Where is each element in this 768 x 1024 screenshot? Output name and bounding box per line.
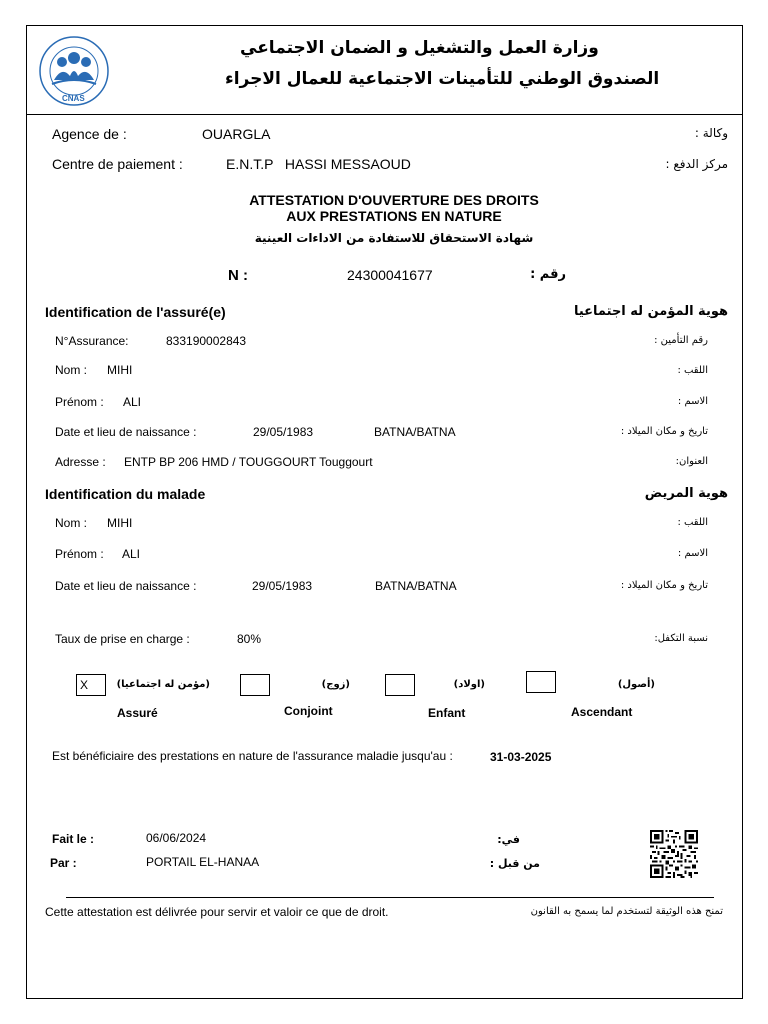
insured-prenom-label: Prénom : xyxy=(55,395,104,409)
insured-birth-date: 29/05/1983 xyxy=(253,425,314,439)
insured-birth-label: Date et lieu de naissance : xyxy=(55,425,197,439)
insured-assurance-label-ar: رقم التأمين : xyxy=(654,335,708,346)
checkbox-conjoint[interactable] xyxy=(240,674,270,696)
agency-value: OUARGLA xyxy=(202,126,271,142)
checkbox-assure[interactable]: X xyxy=(76,674,106,696)
ascendant-label: Ascendant xyxy=(571,705,633,719)
fund-title-ar: الصندوق الوطني للتأمينات الاجتماعية للعمال الاجراء xyxy=(225,69,660,89)
coverage-value: 80% xyxy=(237,632,262,646)
insured-nom-label-ar: اللقب : xyxy=(677,365,708,376)
par-label-ar: من قبل : xyxy=(489,857,540,870)
insured-nom-value: MIHI xyxy=(107,363,133,377)
footer-text-ar: تمنح هذه الوثيقة لتستخدم لما يسمح به القانون xyxy=(530,906,723,917)
coverage-label: Taux de prise en charge : xyxy=(55,632,190,646)
patient-prenom-label-ar: الاسم : xyxy=(677,548,708,559)
conjoint-label: Conjoint xyxy=(284,704,333,718)
number-value: 24300041677 xyxy=(347,267,433,283)
enfant-label: Enfant xyxy=(428,706,466,720)
patient-birth-place: BATNA/BATNA xyxy=(375,579,457,593)
footer-divider xyxy=(66,897,714,898)
assure-label: Assuré xyxy=(117,706,158,720)
beneficiary-date: 31-03-2025 xyxy=(490,750,552,764)
patient-nom-value: MIHI xyxy=(107,516,133,530)
patient-prenom-value: ALI xyxy=(122,547,141,561)
agency-label: Agence de : xyxy=(52,126,127,142)
attestation-title-line1: ATTESTATION D'OUVERTURE DES DROITS xyxy=(249,192,539,208)
patient-heading-ar: هوية المريض xyxy=(644,486,728,501)
attestation-title-ar: شهادة الاستحقاق للاستفادة من الاداءات العينية xyxy=(254,231,534,245)
payment-center-label: Centre de paiement : xyxy=(52,156,183,172)
fait-label-ar: في: xyxy=(497,833,520,846)
insured-address-label: Adresse : xyxy=(55,455,106,469)
enfant-label-ar: (اولاد) xyxy=(453,679,485,690)
insured-prenom-value: ALI xyxy=(123,395,142,409)
ministry-title-ar: وزارة العمل والتشغيل و الضمان الاجتماعي xyxy=(240,38,599,58)
patient-birth-date: 29/05/1983 xyxy=(252,579,313,593)
par-label: Par : xyxy=(50,856,77,870)
insured-prenom-label-ar: الاسم : xyxy=(677,396,708,407)
checkbox-ascendant[interactable] xyxy=(526,671,556,693)
number-label: N : xyxy=(228,267,248,284)
conjoint-label-ar: (زوج) xyxy=(321,679,350,690)
fait-label: Fait le : xyxy=(52,832,95,846)
insured-nom-label: Nom : xyxy=(55,363,88,377)
insured-heading-ar: هوية المؤمن له اجتماعيا xyxy=(573,304,728,319)
patient-prenom-label: Prénom : xyxy=(55,547,104,561)
beneficiary-text: Est bénéficiaire des prestations en nature de l'assurance maladie jusqu'au : xyxy=(52,749,453,763)
patient-heading: Identification du malade xyxy=(45,486,206,502)
par-value: PORTAIL EL-HANAA xyxy=(146,855,260,869)
insured-address-value: ENTP BP 206 HMD / TOUGGOURT Touggourt xyxy=(124,455,373,469)
patient-birth-label-ar: تاريخ و مكان الميلاد : xyxy=(620,580,708,591)
cnas-logo xyxy=(36,36,112,108)
fait-value: 06/06/2024 xyxy=(146,831,207,845)
assure-label-ar: (مؤمن له اجتماعيا) xyxy=(116,679,210,690)
payment-center-value: E.N.T.P HASSI MESSAOUD xyxy=(226,156,411,172)
qr-code xyxy=(650,830,698,878)
patient-nom-label-ar: اللقب : xyxy=(677,517,708,528)
checkbox-enfant[interactable] xyxy=(385,674,415,696)
ascendant-label-ar: (أصول) xyxy=(617,679,655,690)
insured-assurance-value: 833190002843 xyxy=(166,334,247,348)
header-divider xyxy=(26,114,743,115)
payment-center-label-ar: مركز الدفع : xyxy=(665,157,728,171)
insured-birth-place: BATNA/BATNA xyxy=(374,425,456,439)
insured-assurance-label: N°Assurance: xyxy=(55,334,129,348)
insured-heading: Identification de l'assuré(e) xyxy=(45,304,226,320)
agency-label-ar: وكالة : xyxy=(694,126,728,140)
number-label-ar: رقم : xyxy=(530,267,566,282)
patient-nom-label: Nom : xyxy=(55,516,88,530)
patient-birth-label: Date et lieu de naissance : xyxy=(55,579,197,593)
insured-address-label-ar: العنوان: xyxy=(675,456,708,467)
insured-birth-label-ar: تاريخ و مكان الميلاد : xyxy=(620,426,708,437)
logo-text: CNAS xyxy=(62,94,85,103)
attestation-title-line2: AUX PRESTATIONS EN NATURE xyxy=(286,208,502,224)
coverage-label-ar: نسبة التكفل: xyxy=(654,633,708,644)
footer-text-fr: Cette attestation est délivrée pour servir et valoir ce que de droit. xyxy=(45,905,389,919)
